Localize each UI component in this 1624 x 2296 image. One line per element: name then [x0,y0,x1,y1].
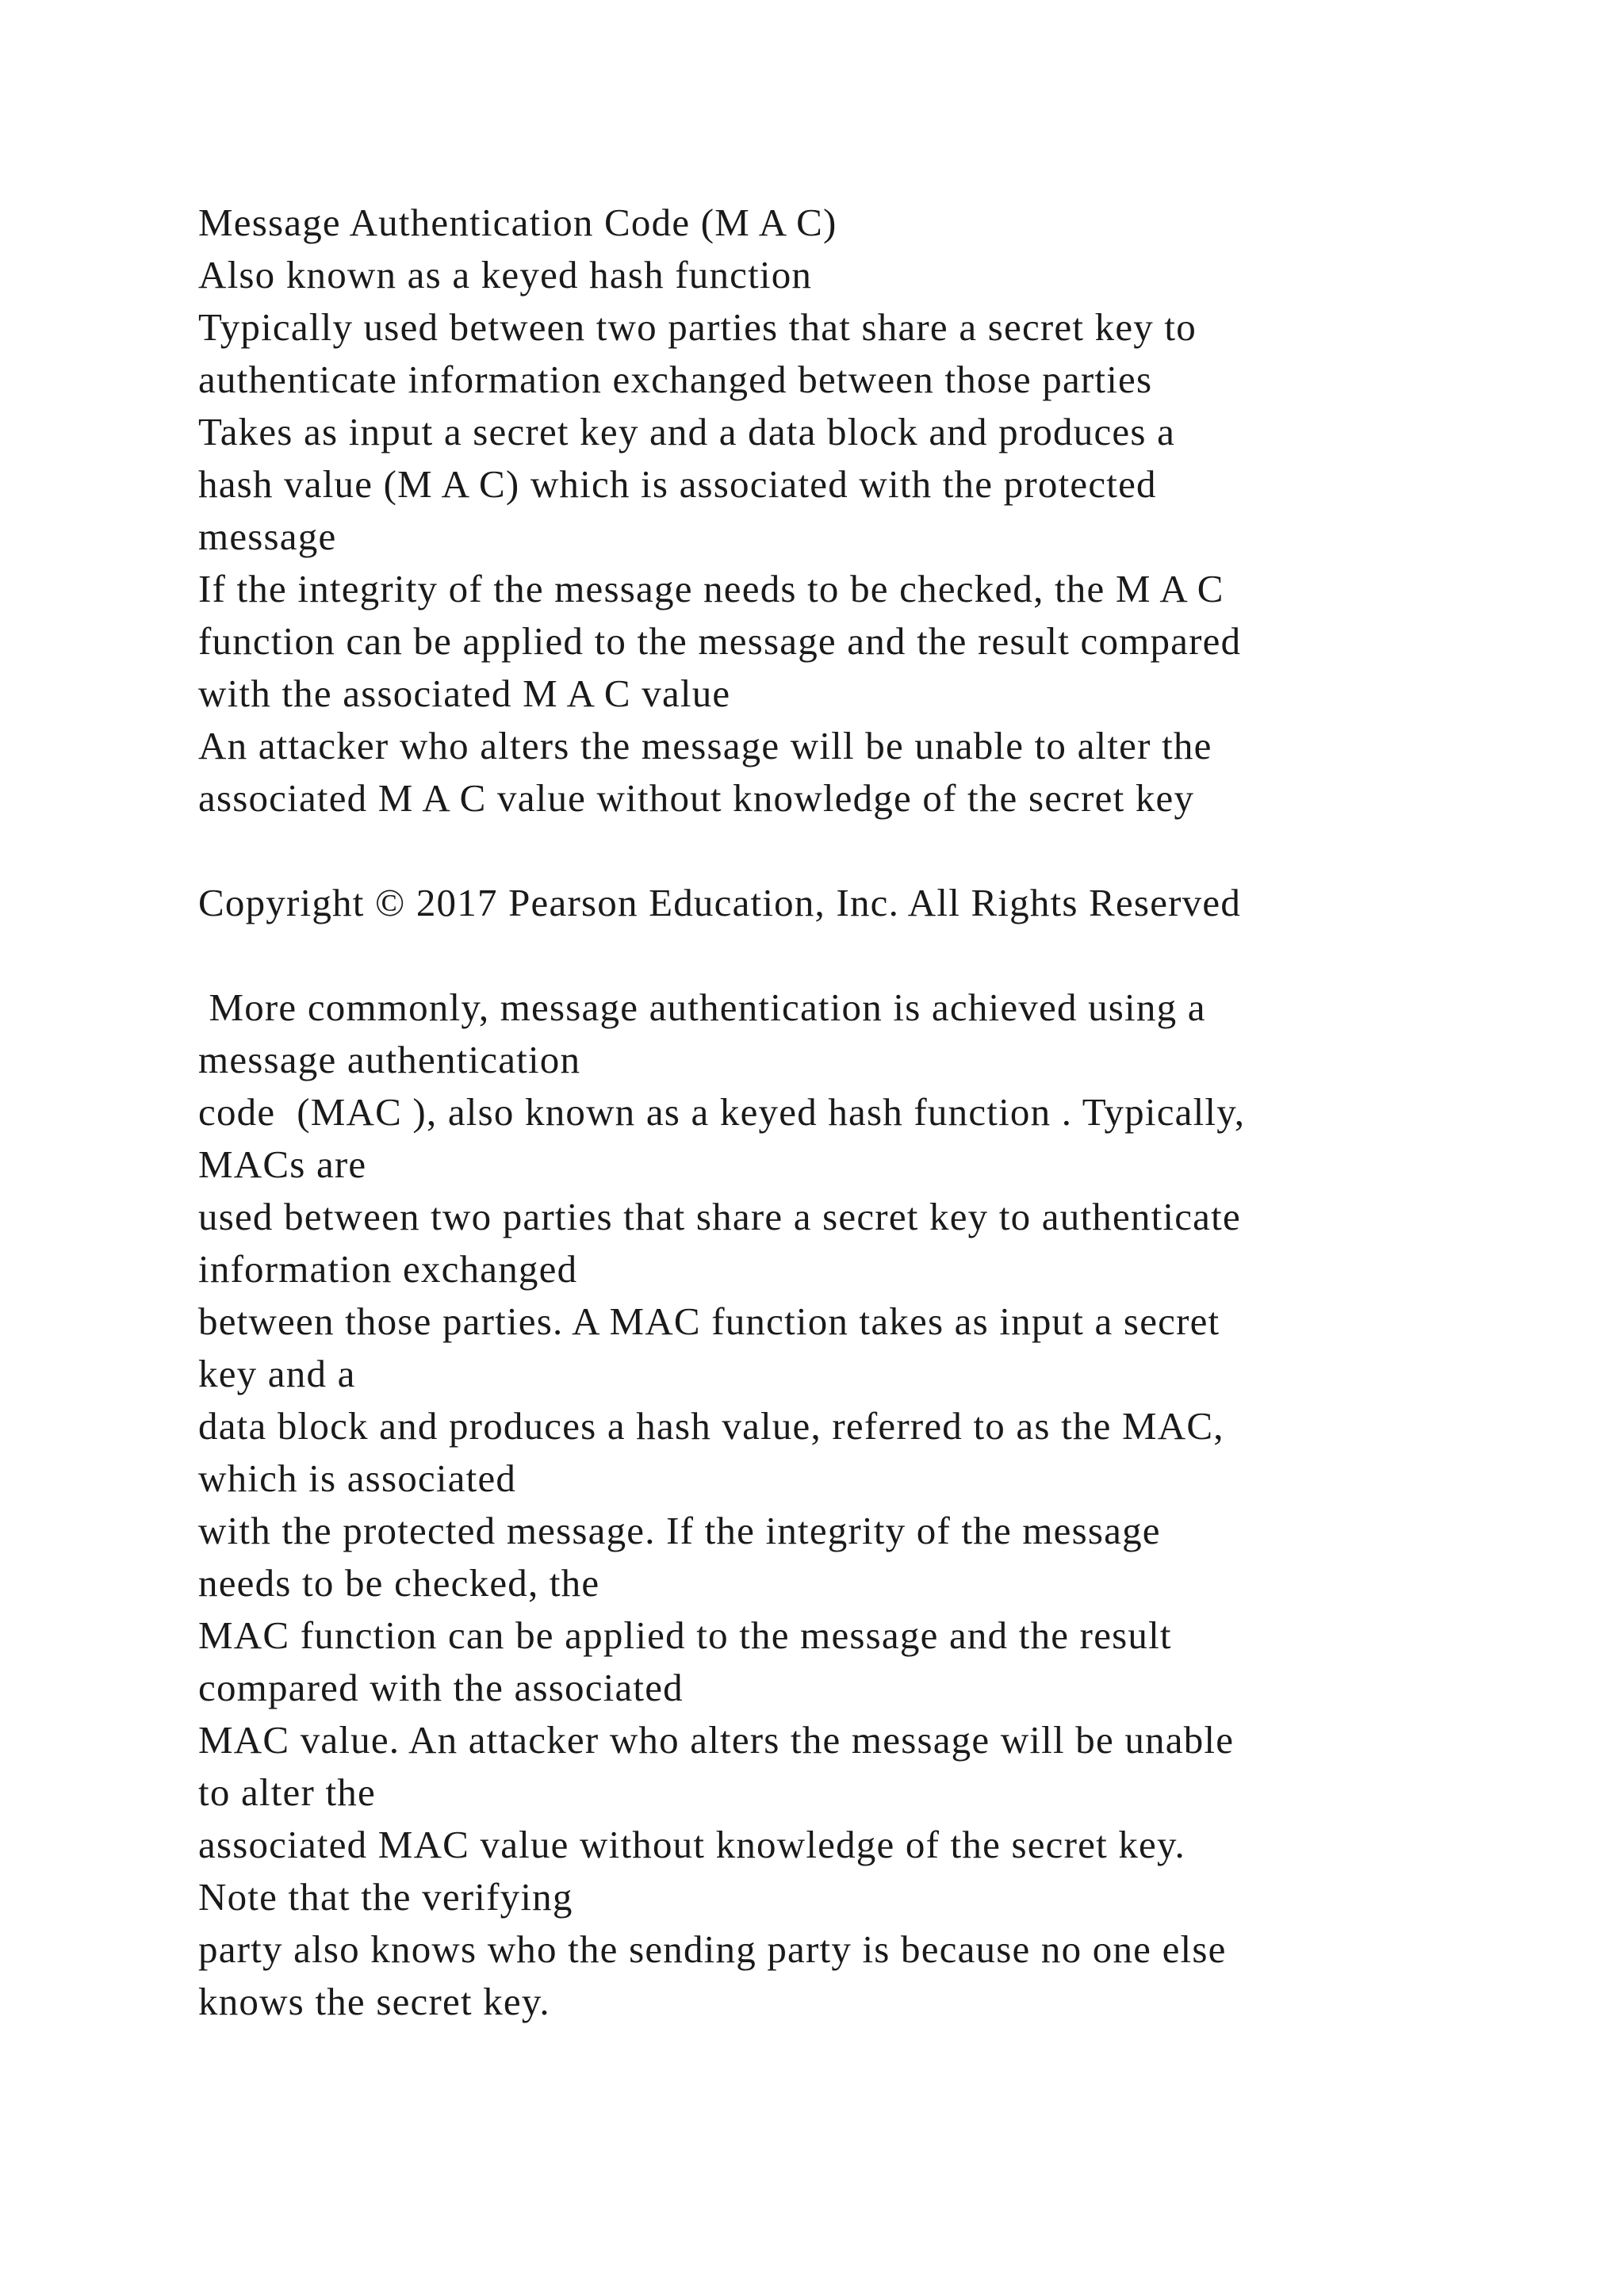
text-line: MAC value. An attacker who alters the message will be unable [198,1718,1235,1762]
copyright-line: Copyright © 2017 Pearson Education, Inc. All Rights Reserved [198,881,1242,924]
text-line: data block and produces a hash value, referred to as the MAC, [198,1404,1224,1448]
text-line: to alter the [198,1770,376,1814]
text-line: Also known as a keyed hash function [198,253,813,297]
text-line: knows the secret key. [198,1980,550,2023]
text-line: If the integrity of the message needs to be checked, the M A C [198,567,1224,610]
text-line: with the protected message. If the integrity of the message [198,1509,1161,1552]
text-line: MACs are [198,1142,367,1186]
text-line: An attacker who alters the message will be unable to alter the [198,724,1212,767]
text-line: message authentication [198,1038,581,1081]
text-line: compared with the associated [198,1666,684,1709]
blank-line [198,929,1562,982]
text-line: Note that the verifying [198,1875,573,1919]
text-line: associated M A C value without knowledge of the secret key [198,776,1195,820]
text-line: information exchanged [198,1247,578,1291]
text-line: function can be applied to the message and the result compared [198,619,1242,663]
text-line: associated MAC value without knowledge of the secret key. [198,1823,1185,1866]
text-line: with the associated M A C value [198,672,731,715]
text-line: authenticate information exchanged between those parties [198,358,1153,401]
text-line: Takes as input a secret key and a data block and produces a [198,410,1176,453]
text-line: code (MAC ), also known as a keyed hash function . Typically, [198,1090,1246,1134]
text-line: MAC function can be applied to the message and the result [198,1613,1172,1657]
text-line: Message Authentication Code (M A C) [198,201,837,244]
text-line: used between two parties that share a secret key to authenticate [198,1195,1241,1238]
text-line: between those parties. A MAC function takes as input a secret [198,1299,1220,1343]
text-line: party also knows who the sending party is because no one else [198,1927,1227,1971]
text-line: which is associated [198,1456,517,1500]
text-line: needs to be checked, the [198,1561,600,1605]
text-line: More commonly, message authentication is achieved using a [198,985,1206,1029]
text-line: hash value (M A C) which is associated with the protected [198,462,1157,506]
blank-line [198,825,1562,877]
text-line: message [198,515,337,558]
text-line: key and a [198,1352,356,1395]
text-line: Typically used between two parties that share a secret key to [198,305,1197,349]
document-text [198,197,1562,2028]
